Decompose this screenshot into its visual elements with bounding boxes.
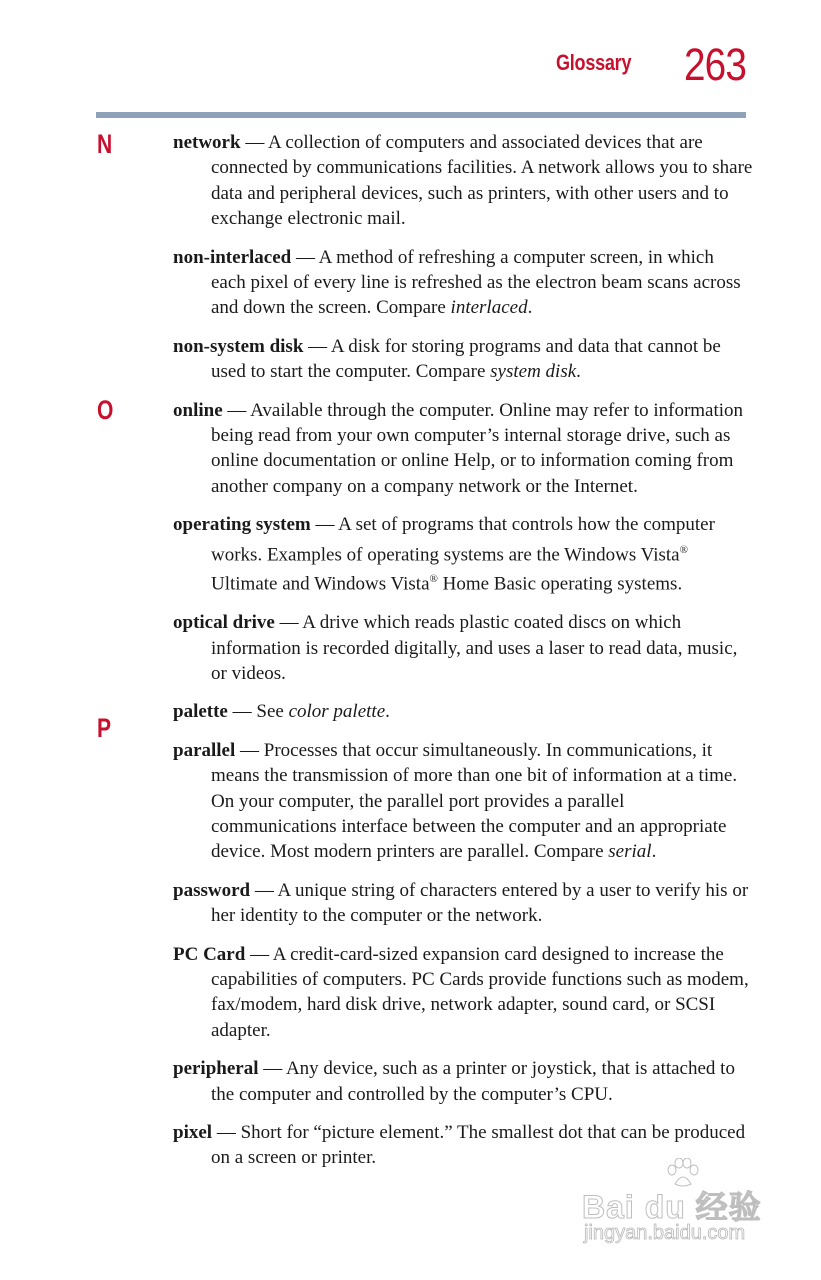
term: operating system bbox=[173, 514, 311, 536]
section-title: Glossary bbox=[556, 50, 632, 75]
entry-network bbox=[173, 130, 753, 232]
registered-mark: ® bbox=[679, 543, 688, 556]
watermark-url: jingyan.baidu.com bbox=[584, 1222, 746, 1244]
term: online bbox=[173, 399, 223, 421]
header-rule bbox=[96, 112, 746, 118]
registered-mark: ® bbox=[429, 573, 438, 586]
entry-non-system-disk bbox=[173, 334, 753, 385]
definition: — Short for “picture element.” The smallest dot that can be produced on a screen or printer. bbox=[211, 1122, 746, 1169]
term: PC Card bbox=[173, 943, 246, 965]
section-letter-n: N bbox=[97, 129, 113, 159]
definition: — A disk for storing programs and data that cannot be used to start the computer. Compare bbox=[211, 335, 721, 383]
page-number: 263 bbox=[684, 39, 747, 90]
definition-cont: Ultimate and Windows Vista bbox=[211, 573, 430, 595]
definition: — A collection of computers and associated devices that are connected by communications facilities. A network allows you to share data and peripheral devices, such as printers, with other users and to exchange electronic mail. bbox=[211, 132, 753, 230]
definition-tail: . bbox=[527, 297, 533, 319]
entry-palette bbox=[173, 699, 753, 724]
definition: — See bbox=[227, 701, 289, 723]
cross-reference: system disk bbox=[490, 361, 577, 383]
definition: — A unique string of characters entered by a user to verify his or her identity to the computer or the network. bbox=[211, 879, 749, 927]
term: non-system disk bbox=[173, 335, 304, 357]
entry-operating-system bbox=[173, 512, 753, 597]
definition-tail: . bbox=[576, 361, 581, 383]
cross-reference: color palette bbox=[288, 701, 386, 723]
definition: — Processes that occur simultaneously. In communications, it means the transmission of more than one bit of information at a time. On your computer, the parallel port provides a parallel communications interface between the computer and an appropriate device. Most modern printers are parallel. Compare bbox=[211, 739, 738, 863]
watermark-brand: Bai du 经验 bbox=[582, 1189, 762, 1225]
definition: — A set of programs that controls how the computer works. Examples of operating systems are the Windows Vista bbox=[211, 514, 715, 566]
glossary-entries bbox=[173, 130, 753, 1184]
entry-optical-drive bbox=[173, 610, 753, 686]
term: pixel bbox=[173, 1122, 213, 1144]
definition: — A method of refreshing a computer screen, in which each pixel of every line is refreshed as the electron beam scans across and down the screen. Compare bbox=[211, 246, 741, 319]
entry-password bbox=[173, 878, 753, 929]
cross-reference: interlaced bbox=[450, 297, 528, 319]
baidu-watermark bbox=[582, 1158, 772, 1248]
term: password bbox=[173, 879, 251, 901]
definition-tail: . bbox=[385, 701, 390, 723]
definition: — A credit-card-sized expansion card designed to increase the capabilities of computers. PC Cards provide functions such as modem, fax/modem, hard disk drive, network adapter, sound card, or SCSI adapter. bbox=[211, 943, 749, 1041]
cross-reference: serial bbox=[608, 841, 652, 863]
entry-online bbox=[173, 398, 753, 500]
definition: — Available through the computer. Online may refer to information being read from your own computer’s internal storage drive, such as online documentation or online Help, or to information coming from another company on a company network or the Internet. bbox=[211, 399, 744, 497]
term: optical drive bbox=[173, 612, 275, 634]
term: network bbox=[173, 132, 241, 153]
entry-non-interlaced bbox=[173, 245, 753, 321]
definition: — Any device, such as a printer or joystick, that is attached to the computer and controlled by the computer’s CPU. bbox=[211, 1058, 735, 1105]
entry-peripheral bbox=[173, 1056, 753, 1107]
definition-tail: . bbox=[651, 841, 657, 863]
term: non-interlaced bbox=[173, 246, 292, 268]
entry-parallel bbox=[173, 738, 753, 865]
definition: — A drive which reads plastic coated discs on which information is recorded digitally, and uses a laser to read data, music, or videos. bbox=[211, 612, 738, 684]
term: parallel bbox=[173, 739, 236, 761]
entry-pc-card bbox=[173, 942, 753, 1044]
term: peripheral bbox=[173, 1058, 259, 1080]
term: palette bbox=[173, 701, 228, 723]
definition-end: Home Basic operating systems. bbox=[437, 573, 683, 595]
section-letter-p: P bbox=[97, 713, 112, 743]
section-letter-o: O bbox=[97, 395, 114, 425]
